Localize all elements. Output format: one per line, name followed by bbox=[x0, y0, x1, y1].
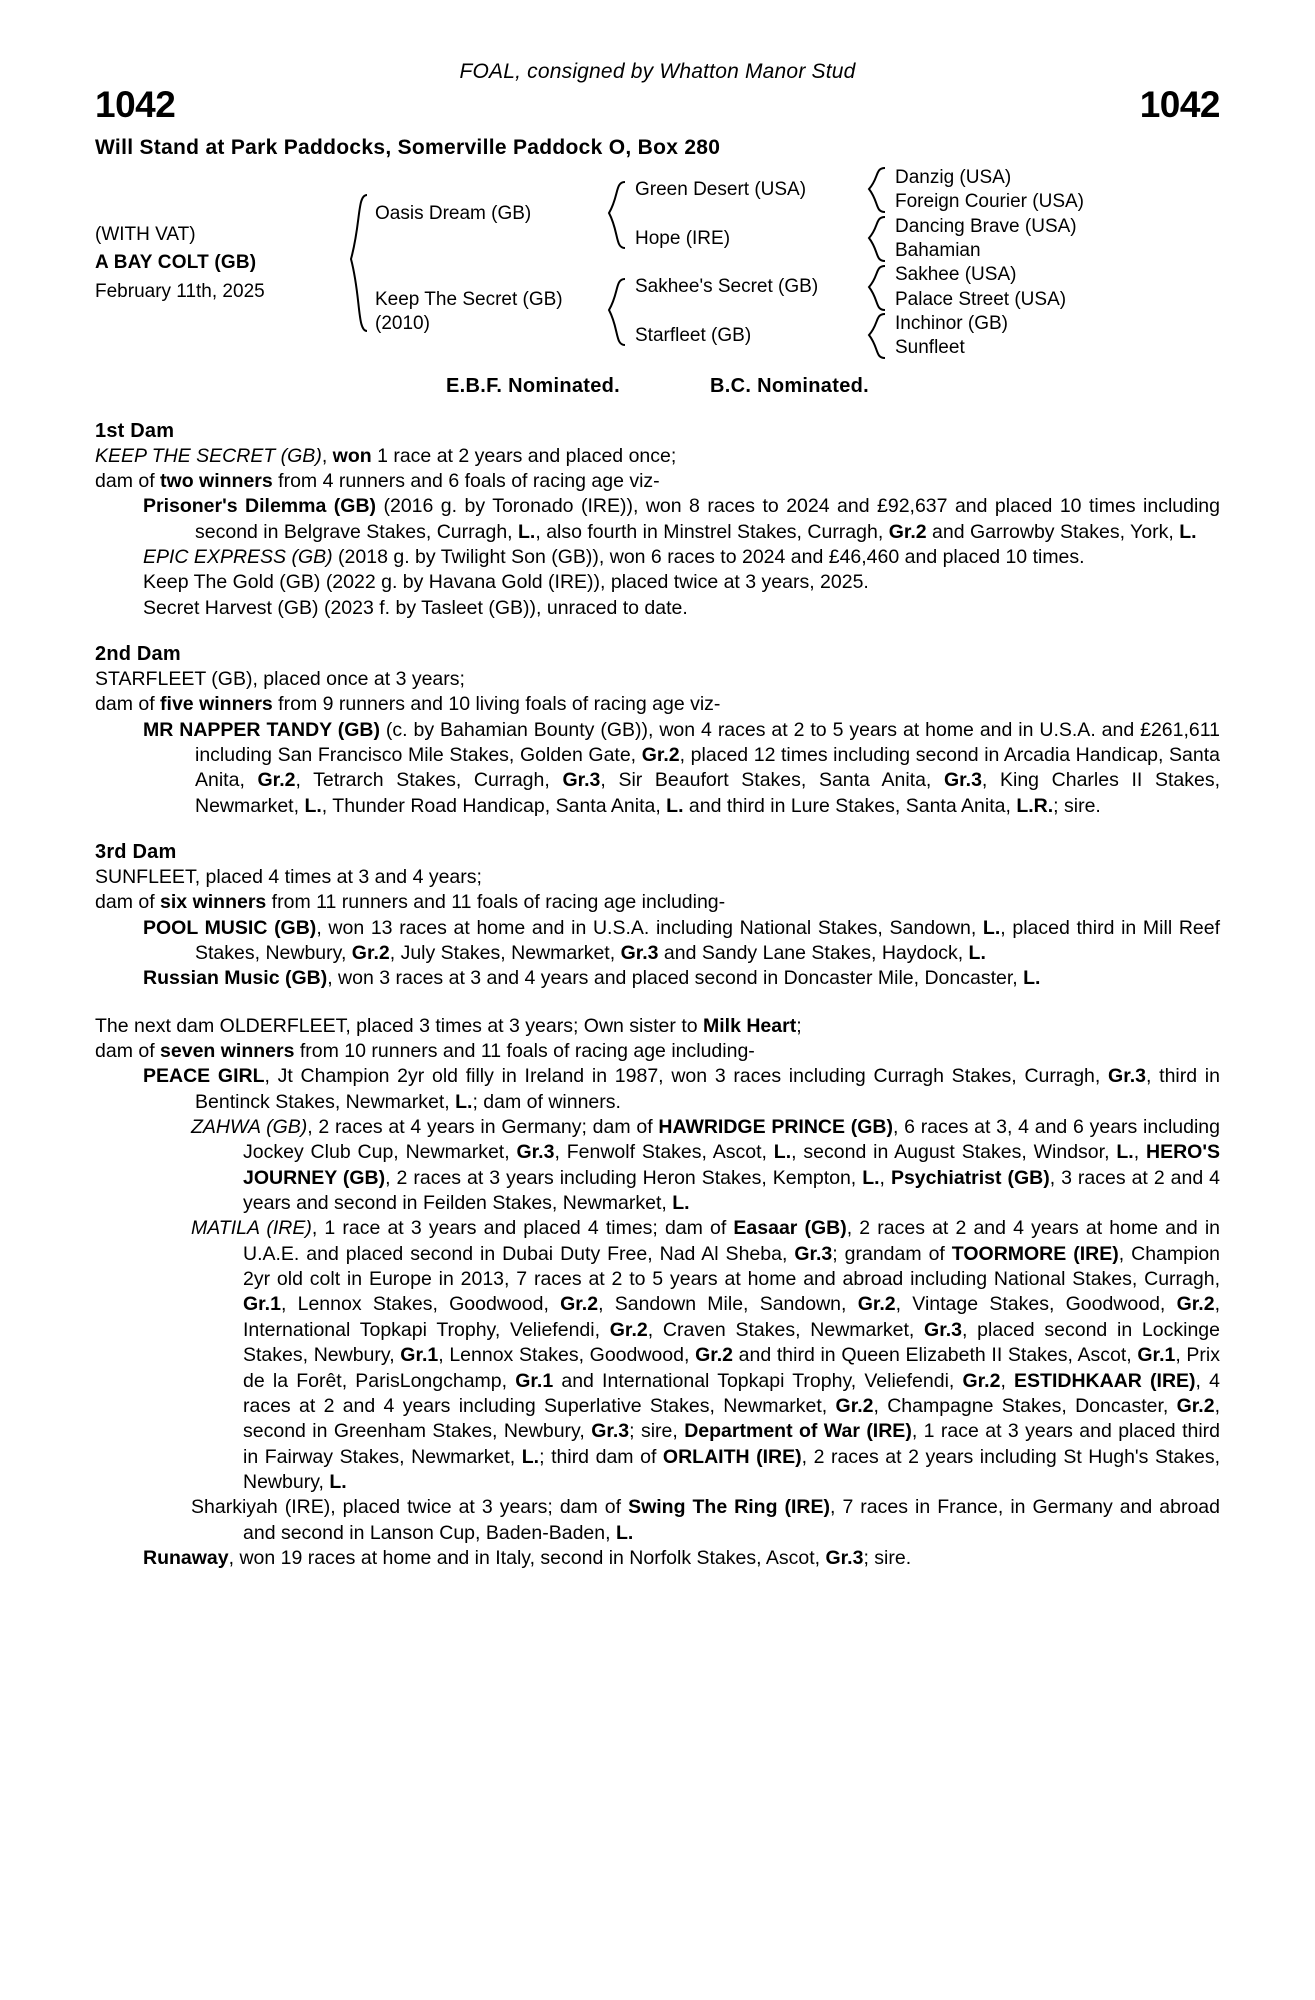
bc-nominated: B.C. Nominated. bbox=[710, 374, 869, 397]
gp-8: Sunfleet bbox=[895, 337, 965, 359]
sire-name: Oasis Dream (GB) bbox=[375, 203, 532, 225]
progeny-entry: Prisoner's Dilemma (GB) (2016 g. by Toronado (IRE)), won 8 races to 2024 and £92,637 and placed 10 times including second in Belgrave Stakes, Curragh, L., also fourth in Minstrel Stakes, Curragh, Gr.2 and Garrowby Stakes, York, L. bbox=[143, 495, 1220, 543]
gp-3: Dancing Brave (USA) bbox=[895, 215, 1077, 237]
lot-number-row bbox=[95, 86, 1220, 123]
next-dam-line2: dam of seven winners from 10 runners and 11 foals of racing age including- bbox=[95, 1040, 755, 1063]
dam-name: Keep The Secret (GB) bbox=[375, 288, 563, 310]
brace-sire-sire bbox=[863, 166, 889, 214]
brace-dam-dam bbox=[863, 312, 889, 360]
progeny-entry: Keep The Gold (GB) (2022 g. by Havana Gold (IRE)), placed twice at 3 years, 2025. bbox=[143, 571, 869, 594]
ebf-nominated: E.B.F. Nominated. bbox=[446, 374, 621, 397]
progeny-entry: POOL MUSIC (GB), won 13 races at home and in U.S.A. including National Stakes, Sandown, L., placed third in Mill Reef Stakes, Newbury, Gr.2, July Stakes, Newmarket, Gr.3 and Sandy Lane Stakes, Haydock, L. bbox=[143, 916, 1221, 964]
gp-5: Sakhee (USA) bbox=[895, 264, 1017, 286]
brace-dam bbox=[603, 277, 629, 347]
subject-block bbox=[95, 221, 265, 307]
progeny-entry: Sharkiyah (IRE), placed twice at 3 years; dam of Swing The Ring (IRE), 7 races in France, in Germany and abroad and second in Lanson Cup, Baden-Baden, L. bbox=[191, 1496, 1220, 1544]
progeny-entry: Russian Music (GB), won 3 races at 3 and 4 years and placed second in Doncaster Mile, Doncaster, L. bbox=[143, 967, 1041, 990]
subject-description: A BAY COLT (GB) bbox=[95, 252, 257, 273]
progeny-entry: ZAHWA (GB), 2 races at 4 years in Germany; dam of HAWRIDGE PRINCE (GB), 6 races at 3, 4 and 6 years including Jockey Club Cup, Newmarket, Gr.3, Fenwolf Stakes, Ascot, L., second in August Stakes, Windsor, L., HERO'S JOURNEY (GB), 2 races at 3 years including Heron Stakes, Kempton, L., Psychiatrist (GB), 3 races at 2 and 4 years and second in Feilden Stakes, Newmarket, L. bbox=[191, 1116, 1220, 1215]
progeny-entry: Secret Harvest (GB) (2023 f. by Tasleet (GB)), unraced to date. bbox=[143, 596, 688, 619]
second-dam-section bbox=[95, 643, 1220, 819]
third-dam-title: 3rd Dam bbox=[95, 840, 177, 863]
first-dam-name: KEEP THE SECRET (GB) bbox=[95, 444, 322, 467]
progeny-entry: PEACE GIRL, Jt Champion 2yr old filly in Ireland in 1987, won 3 races including Curragh Stakes, Curragh, Gr.3, third in Bentinck Stakes, Newmarket, L.; dam of winners. bbox=[143, 1065, 1220, 1113]
lot-number-left: 1042 bbox=[95, 84, 176, 125]
gp-7: Inchinor (GB) bbox=[895, 312, 1008, 334]
gp-1: Danzig (USA) bbox=[895, 167, 1012, 188]
consignor-line: FOAL, consigned by Whatton Manor Stud bbox=[459, 60, 856, 83]
second-dam-title: 2nd Dam bbox=[95, 642, 181, 665]
first-dam-progeny-list bbox=[95, 494, 1220, 621]
brace-sire bbox=[603, 180, 629, 250]
first-dam-line2: dam of two winners from 4 runners and 6 foals of racing age viz- bbox=[95, 469, 660, 492]
next-dam-progeny-list bbox=[95, 1064, 1220, 1571]
gp-4: Bahamian bbox=[895, 239, 981, 261]
progeny-entry: EPIC EXPRESS (GB) (2018 g. by Twilight Son (GB)), won 6 races to 2024 and £46,460 and placed 10 times. bbox=[143, 545, 1085, 568]
next-dam-line1: The next dam OLDERFLEET, placed 3 times at 3 years; Own sister to Milk Heart; bbox=[95, 1014, 802, 1037]
progeny-entry: MATILA (IRE), 1 race at 3 years and placed 4 times; dam of Easaar (GB), 2 races at 2 and 4 years at home and in U.A.E. and placed second in Dubai Duty Free, Nad Al Sheba, Gr.3; grandam of TOORMORE (IRE), Champion 2yr old colt in Europe in 2013, 7 races at 2 to 5 years at home and abroad including National Stakes, Curragh, Gr.1, Lennox Stakes, Goodwood, Gr.2, Sandown Mile, Sandown, Gr.2, Vintage Stakes, Goodwood, Gr.2, International Topkapi Trophy, Veliefendi, Gr.2, Craven Stakes, Newmarket, Gr.3, placed second in Lockinge Stakes, Newbury, Gr.1, Lennox Stakes, Goodwood, Gr.2 and third in Queen Elizabeth II Stakes, Ascot, Gr.1, Prix de la Forêt, ParisLongchamp, Gr.1 and International Topkapi Trophy, Veliefendi, Gr.2, ESTIDHKAAR (IRE), 4 races at 2 and 4 years including Superlative Stakes, Newmarket, Gr.2, Champagne Stakes, Doncaster, Gr.2, second in Greenham Stakes, Newbury, Gr.3; sire, Department of War (IRE), 1 race at 3 years and placed third in Fairway Stakes, Newmarket, L.; third dam of ORLAITH (IRE), 2 races at 2 years including St Hugh's Stakes, Newbury, L. bbox=[191, 1217, 1221, 1493]
first-dam-line1: KEEP THE SECRET (GB), won 1 race at 2 years and placed once; bbox=[95, 444, 677, 467]
foaling-date: February 11th, 2025 bbox=[95, 280, 265, 302]
gp-2: Foreign Courier (USA) bbox=[895, 191, 1084, 213]
gp-6: Palace Street (USA) bbox=[895, 288, 1067, 310]
stand-location-line: Will Stand at Park Paddocks, Somerville Paddock O, Box 280 bbox=[95, 136, 721, 159]
brace-sire-dam bbox=[863, 215, 889, 263]
brace-level1 bbox=[345, 193, 371, 333]
first-dam-title: 1st Dam bbox=[95, 419, 175, 442]
third-dam-progeny-list bbox=[95, 916, 1220, 992]
next-dam-section bbox=[95, 1014, 1220, 1572]
brace-dam-sire bbox=[863, 264, 889, 312]
progeny-entry: MR NAPPER TANDY (GB) (c. by Bahamian Bounty (GB)), won 4 races at 2 to 5 years at home and in U.S.A. and £261,611 including San Francisco Mile Stakes, Golden Gate, Gr.2, placed 12 times including second in Arcadia Handicap, Santa Anita, Gr.2, Tetrarch Stakes, Curragh, Gr.3, Sir Beaufort Stakes, Santa Anita, Gr.3, King Charles II Stakes, Newmarket, L., Thunder Road Handicap, Santa Anita, L. and third in Lure Stakes, Santa Anita, L.R.; sire. bbox=[143, 718, 1220, 817]
first-dam-section bbox=[95, 420, 1220, 621]
third-dam-line2: dam of six winners from 11 runners and 11 foals of racing age including- bbox=[95, 891, 726, 914]
lot-number-right: 1042 bbox=[1139, 84, 1220, 125]
second-dam-progeny-list bbox=[95, 718, 1220, 819]
second-dam-line1: STARFLEET (GB), placed once at 3 years; bbox=[95, 667, 465, 690]
progeny-entry: Runaway, won 19 races at home and in Italy, second in Norfolk Stakes, Ascot, Gr.3; sire. bbox=[143, 1546, 912, 1569]
third-dam-line1: SUNFLEET, placed 4 times at 3 and 4 years; bbox=[95, 865, 482, 888]
sire-dam-name: Hope (IRE) bbox=[635, 227, 731, 249]
pedigree-table bbox=[95, 166, 1220, 361]
third-dam-section bbox=[95, 841, 1220, 992]
second-dam-line2: dam of five winners from 9 runners and 10 living foals of racing age viz- bbox=[95, 693, 721, 716]
dam-sire-name: Sakhee's Secret (GB) bbox=[635, 276, 819, 298]
dam-year: (2010) bbox=[375, 312, 430, 334]
sire-sire-name: Green Desert (USA) bbox=[635, 179, 807, 201]
nominations-row bbox=[95, 375, 1220, 398]
dam-dam-name: Starfleet (GB) bbox=[635, 325, 752, 347]
vat-note: (WITH VAT) bbox=[95, 223, 196, 245]
